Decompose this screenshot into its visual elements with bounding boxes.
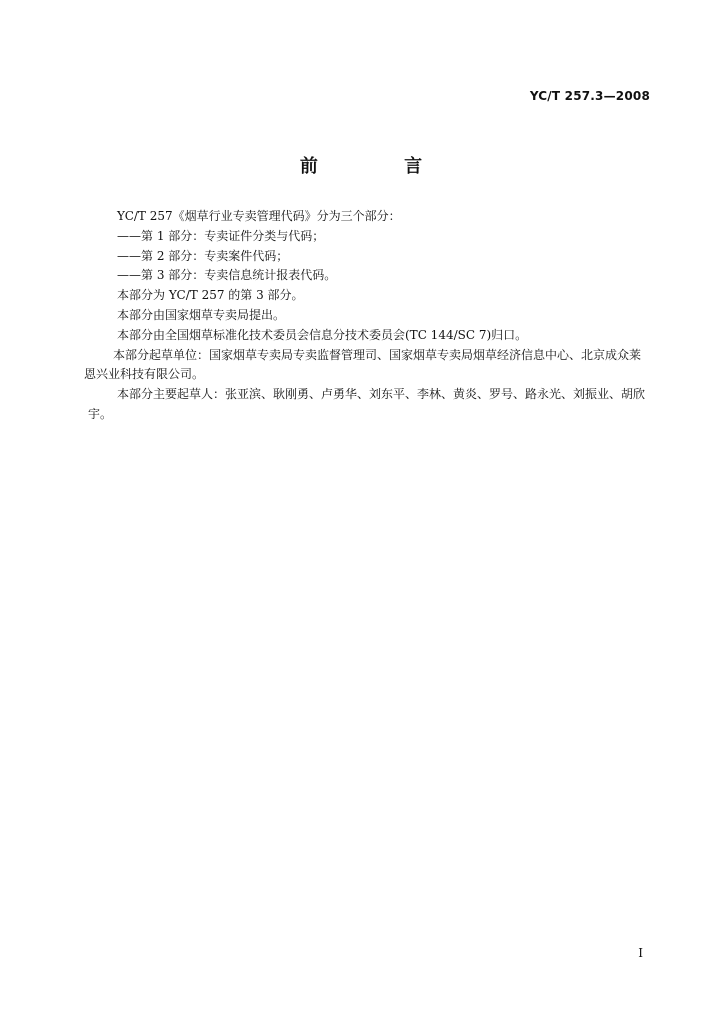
paragraph-part-2: ——第 2 部分：专卖案件代码； bbox=[117, 248, 289, 263]
paragraph-this-part: 本部分为 YC/T 257 的第 3 部分。 bbox=[117, 288, 304, 303]
paragraph-proposed-by: 本部分由国家烟草专卖局提出。 bbox=[117, 307, 286, 322]
foreword-body bbox=[84, 207, 648, 425]
standard-code: YC/T 257.3—2008 bbox=[529, 89, 650, 103]
paragraph-intro: YC/T 257《烟草行业专卖管理代码》分为三个部分： bbox=[117, 209, 401, 223]
paragraph-drafters: 本部分主要起草人：张亚滨、耿刚勇、卢勇华、刘东平、李林、黄炎、罗号、路永光、刘振业、胡欣宇。 bbox=[88, 387, 646, 421]
page-title: 前 言 bbox=[299, 156, 463, 177]
page-number: I bbox=[638, 946, 643, 960]
paragraph-part-3: ——第 3 部分：专卖信息统计报表代码。 bbox=[117, 268, 337, 283]
paragraph-drafting-units: 本部分起草单位：国家烟草专卖局专卖监督管理司、国家烟草专卖局烟草经济信息中心、北京成众莱恩兴业科技有限公司。 bbox=[84, 347, 642, 382]
paragraph-part-1: ——第 1 部分：专卖证件分类与代码； bbox=[117, 228, 325, 243]
paragraph-centralized-by: 本部分由全国烟草标准化技术委员会信息分技术委员会(TC 144/SC 7)归口。 bbox=[117, 327, 528, 342]
